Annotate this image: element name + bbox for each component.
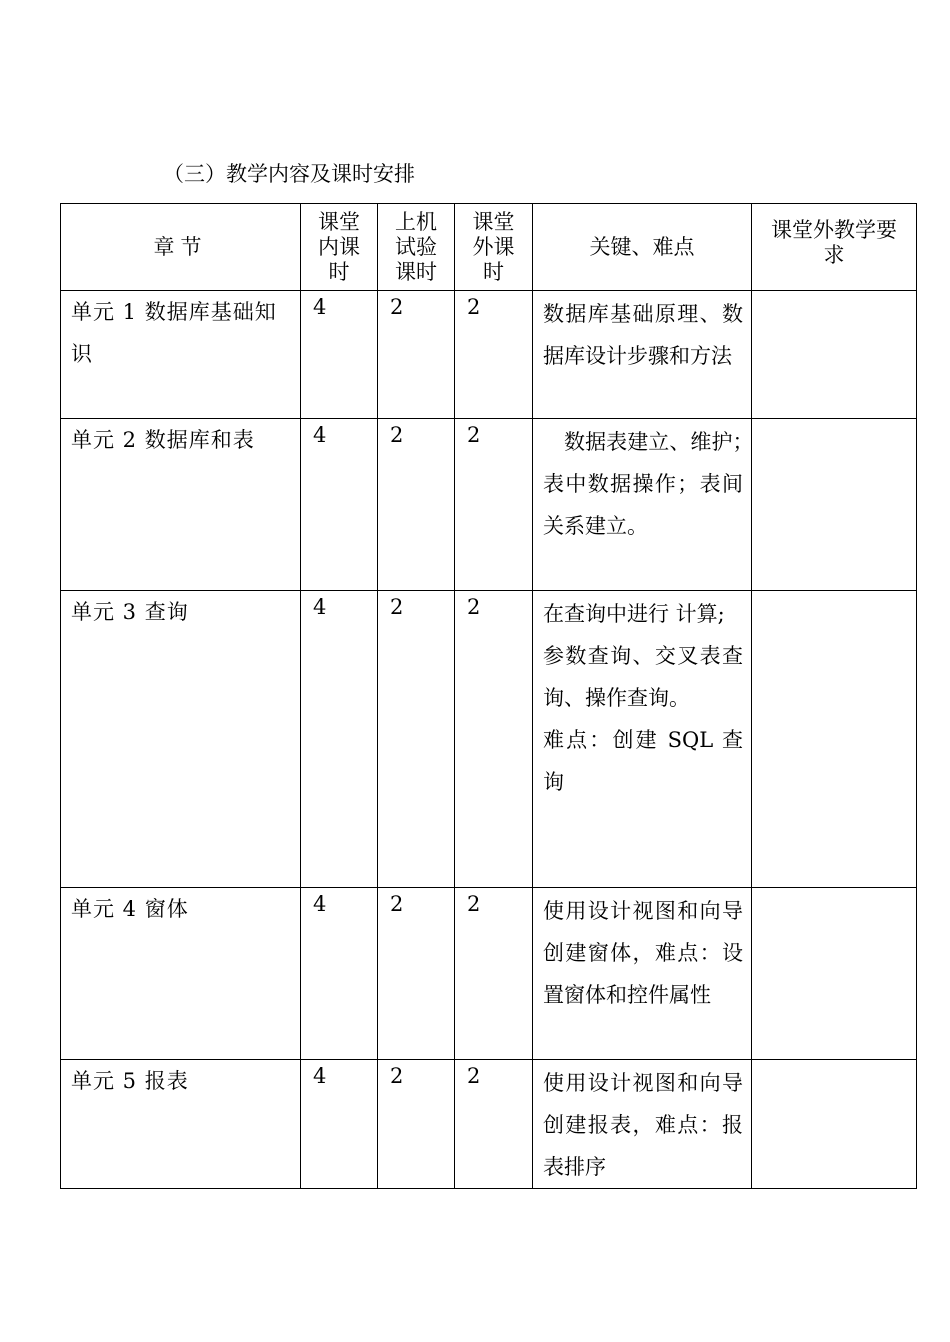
cell-class-hours: 4 (301, 419, 378, 591)
cell-class-hours: 4 (301, 591, 378, 888)
key-point-line: 在查询中进行 计算; (543, 602, 725, 626)
header-outside-requirements: 课堂外教学要求 (752, 204, 917, 291)
cell-key-points: 使用设计视图和向导创建窗体，难点：设置窗体和控件属性 (533, 888, 752, 1060)
section-title: （三）教学内容及课时安排 (163, 162, 415, 186)
table-header-row (61, 204, 917, 291)
cell-outside-hours: 2 (455, 591, 533, 888)
cell-outside-requirements (752, 419, 917, 591)
table-row (61, 419, 917, 591)
cell-outside-hours: 2 (455, 291, 533, 419)
cell-chapter: 单元 2 数据库和表 (61, 419, 301, 591)
table-row (61, 591, 917, 888)
cell-key-points (533, 591, 752, 888)
cell-outside-requirements (752, 591, 917, 888)
cell-chapter: 单元 5 报表 (61, 1060, 301, 1189)
cell-lab-hours: 2 (378, 888, 455, 1060)
table-row (61, 291, 917, 419)
cell-class-hours: 4 (301, 1060, 378, 1189)
cell-key-points: 数据库基础原理、数据库设计步骤和方法 (533, 291, 752, 419)
cell-outside-hours: 2 (455, 1060, 533, 1189)
cell-outside-hours: 2 (455, 419, 533, 591)
cell-key-points: 使用设计视图和向导创建报表，难点：报表排序 (533, 1060, 752, 1189)
cell-outside-requirements (752, 888, 917, 1060)
header-chapter: 章节 (61, 204, 301, 291)
cell-chapter: 单元 1 数据库基础知识 (61, 291, 301, 419)
cell-lab-hours: 2 (378, 291, 455, 419)
schedule-table (60, 203, 917, 1189)
cell-lab-hours: 2 (378, 591, 455, 888)
cell-lab-hours: 2 (378, 1060, 455, 1189)
cell-outside-requirements (752, 1060, 917, 1189)
cell-class-hours: 4 (301, 888, 378, 1060)
cell-lab-hours: 2 (378, 419, 455, 591)
header-key-points: 关键、难点 (533, 204, 752, 291)
header-outside-hours: 课堂外课时 (455, 204, 533, 291)
key-point-line: 参数查询、交叉表查询、操作查询。 (543, 644, 743, 710)
cell-chapter: 单元 4 窗体 (61, 888, 301, 1060)
cell-class-hours: 4 (301, 291, 378, 419)
table-row (61, 1060, 917, 1189)
key-point-line: 难点：创建 SQL 查询 (543, 728, 743, 794)
header-class-hours: 课堂内课时 (301, 204, 378, 291)
cell-outside-hours: 2 (455, 888, 533, 1060)
table-row (61, 888, 917, 1060)
cell-key-points: 数据表建立、维护； 表中数据操作；表间关系建立。 (533, 419, 752, 591)
header-lab-hours: 上机试验课时 (378, 204, 455, 291)
cell-chapter: 单元 3 查询 (61, 591, 301, 888)
cell-outside-requirements (752, 291, 917, 419)
